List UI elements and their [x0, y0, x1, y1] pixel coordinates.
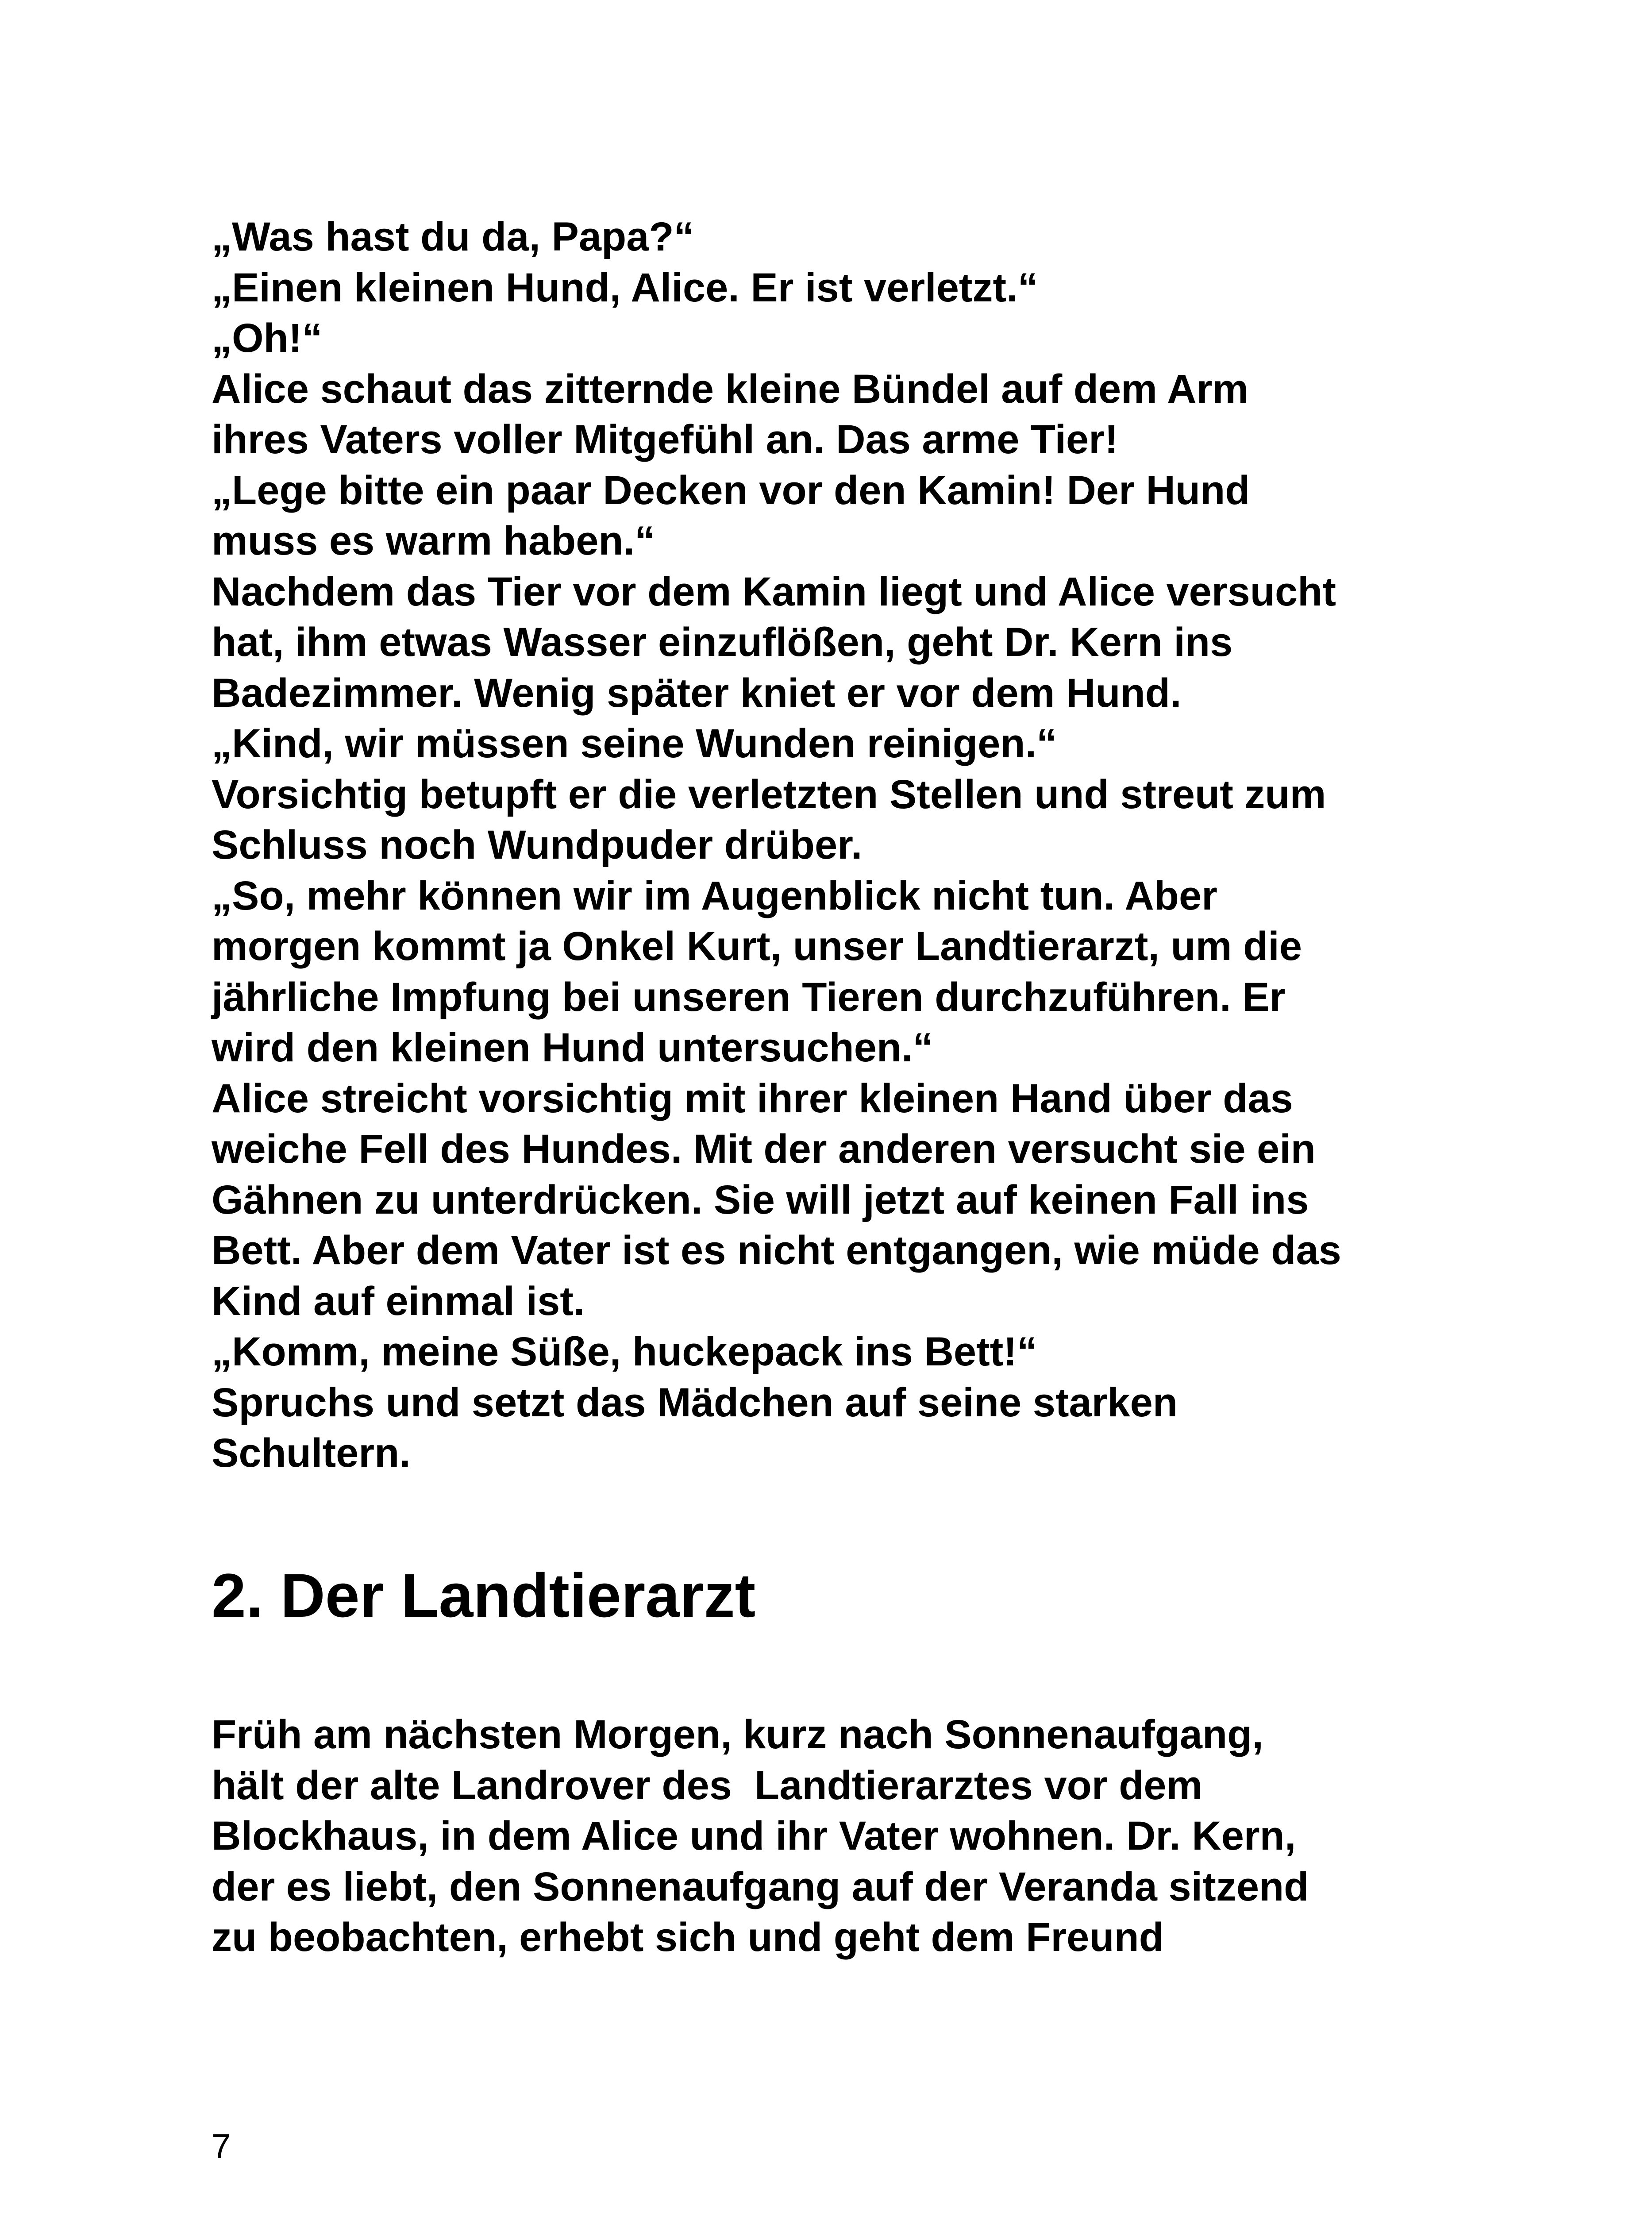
text-line: Blockhaus, in dem Alice und ihr Vater wohnen. Dr. Kern, — [212, 1813, 1296, 1858]
text-line: der es liebt, den Sonnenaufgang auf der Veranda sitzend — [212, 1864, 1309, 1909]
text-line: Schluss noch Wundpuder drüber. — [212, 822, 863, 867]
text-line: „So, mehr können wir im Augenblick nicht tun. Aber — [212, 873, 1217, 918]
text-line: morgen kommt ja Onkel Kurt, unser Landtierarzt, um die — [212, 924, 1302, 969]
text-line: Spruchs und setzt das Mädchen auf seine starken — [212, 1380, 1178, 1425]
page-number: 7 — [212, 2127, 231, 2166]
text-line: Nachdem das Tier vor dem Kamin liegt und Alice versucht — [212, 569, 1336, 614]
text-line: zu beobachten, erhebt sich und geht dem Freund — [212, 1915, 1164, 1960]
text-line: ihres Vaters voller Mitgefühl an. Das arme Tier! — [212, 417, 1118, 462]
text-line: „Komm, meine Süße, huckepack ins Bett!“ — [212, 1329, 1038, 1374]
text-line: Kind auf einmal ist. — [212, 1278, 585, 1324]
text-line: jährliche Impfung bei unseren Tieren durchzuführen. Er — [212, 974, 1286, 1020]
chapter-heading: 2. Der Landtierarzt — [212, 1561, 756, 1630]
text-line: weiche Fell des Hundes. Mit der anderen versucht sie ein — [212, 1126, 1316, 1172]
text-line: „Lege bitte ein paar Decken vor den Kamin! Der Hund — [212, 467, 1250, 513]
text-line: Schultern. — [212, 1430, 411, 1476]
text-line: „Was hast du da, Papa?“ — [212, 214, 694, 259]
text-line: Bett. Aber dem Vater ist es nicht entgangen, wie müde das — [212, 1228, 1341, 1273]
text-line: muss es warm haben.“ — [212, 518, 655, 563]
text-line: wird den kleinen Hund untersuchen.“ — [212, 1025, 933, 1070]
text-line: Alice schaut das zitternde kleine Bündel auf dem Arm — [212, 366, 1249, 412]
text-line: „Einen kleinen Hund, Alice. Er ist verletzt.“ — [212, 265, 1038, 310]
text-line: hat, ihm etwas Wasser einzuflößen, geht Dr. Kern ins — [212, 620, 1233, 665]
text-line: Badezimmer. Wenig später kniet er vor dem Hund. — [212, 670, 1182, 716]
text-line: „Oh!“ — [212, 316, 323, 361]
text-line: Vorsichtig betupft er die verletzten Stellen und streut zum — [212, 771, 1326, 817]
text-line: Gähnen zu unterdrücken. Sie will jetzt auf keinen Fall ins — [212, 1177, 1309, 1222]
text-line: Früh am nächsten Morgen, kurz nach Sonnenaufgang, — [212, 1712, 1263, 1757]
story-text-block — [212, 212, 1539, 1479]
text-line: hält der alte Landrover des Landtierarztes vor dem — [212, 1762, 1203, 1808]
chapter-text-block — [212, 1709, 1539, 1963]
text-line: „Kind, wir müssen seine Wunden reinigen.“ — [212, 721, 1057, 766]
text-line: Alice streicht vorsichtig mit ihrer kleinen Hand über das — [212, 1076, 1293, 1121]
